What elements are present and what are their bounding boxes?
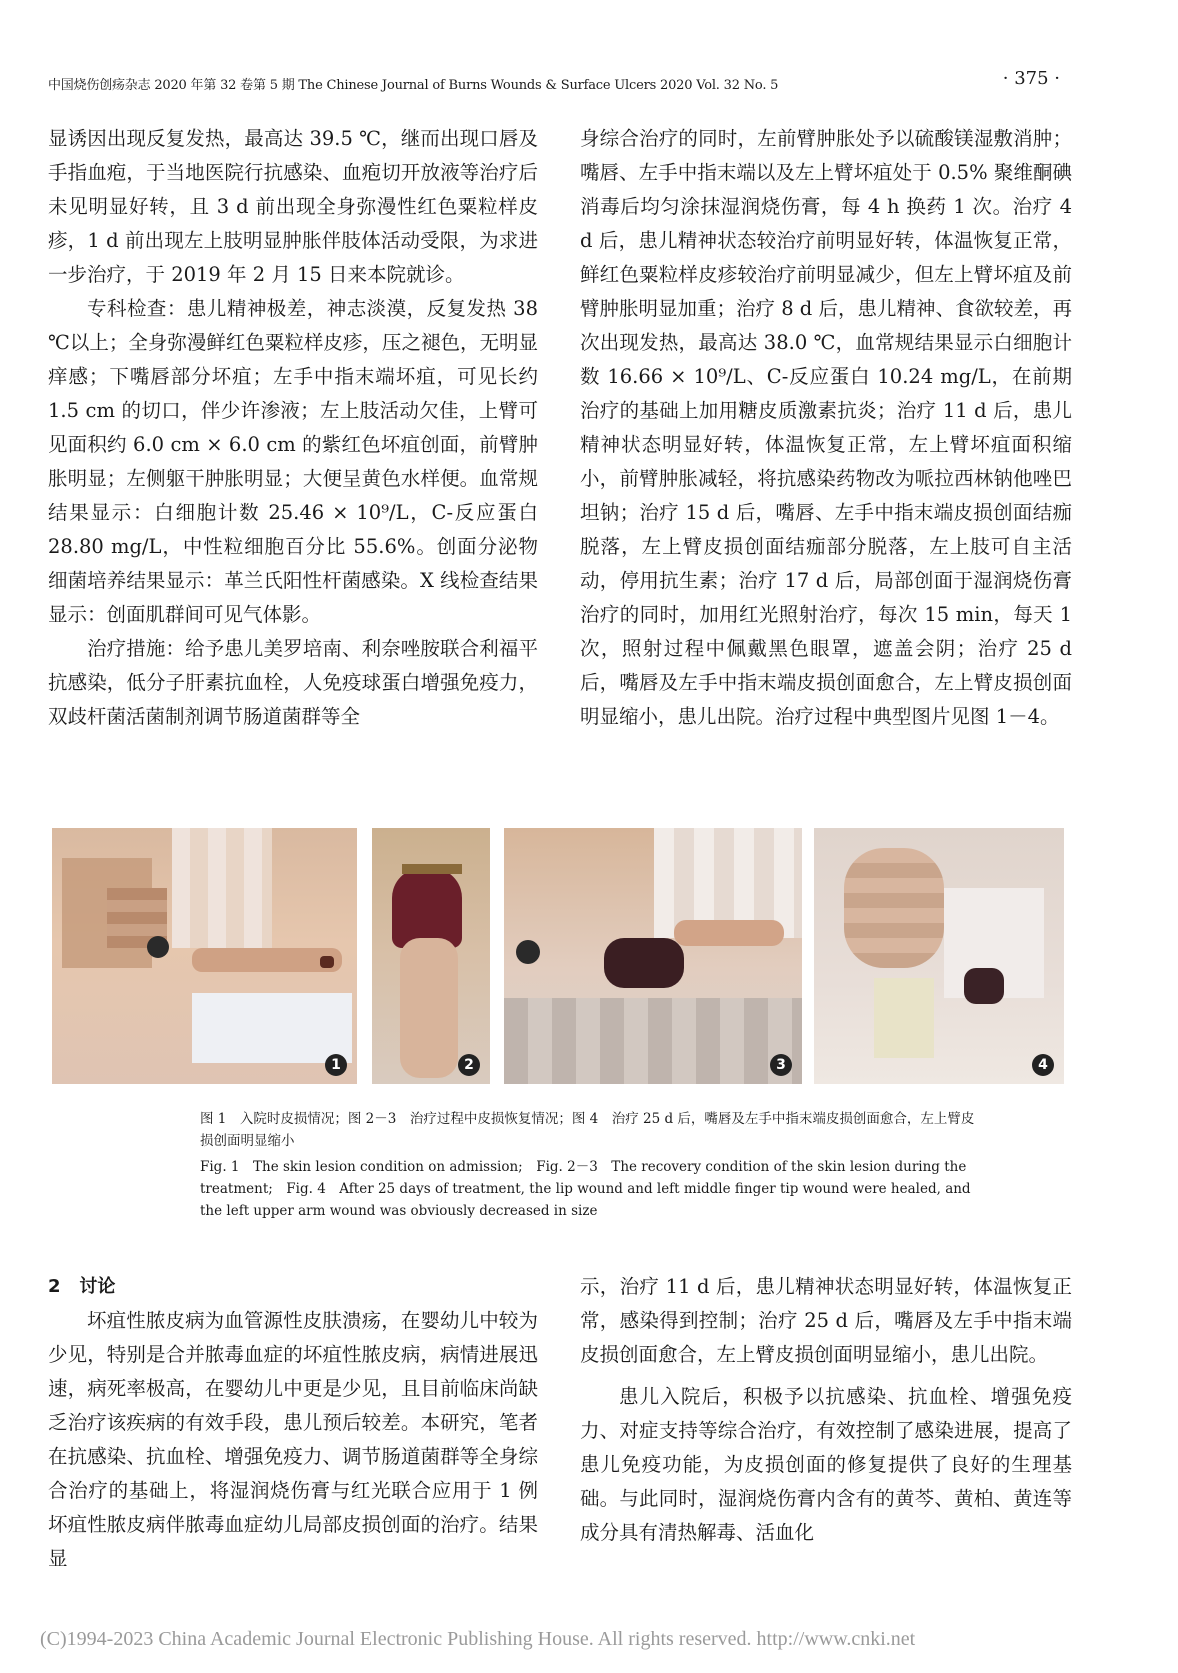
- photo-fig4: [814, 828, 1064, 1084]
- running-header: [48, 68, 1060, 96]
- figure-number-4: 4: [1032, 1054, 1054, 1076]
- column-top-left: [48, 122, 538, 734]
- paragraph: 治疗措施：给予患儿美罗培南、利奈唑胺联合利福平抗感染，低分子肝素抗血栓，人免疫球蛋白增强免疫力，双歧杆菌活菌制剂调节肠道菌群等全: [48, 637, 538, 728]
- caption-chinese: 图 1 入院时皮损情况；图 2－3 治疗过程中皮损恢复情况；图 4 治疗 25 d 后，嘴唇及左手中指末端皮损创面愈合，左上臂皮损创面明显缩小: [200, 1111, 975, 1149]
- copyright-footer: (C)1994-2023 China Academic Journal Electronic Publishing House. All rights reserved. http://www.cnki.net: [40, 1628, 916, 1650]
- photo-fig2: [372, 828, 490, 1084]
- column-top-right: [580, 122, 1072, 734]
- section-heading: [48, 1270, 538, 1304]
- paragraph: 坏疽性脓皮病为血管源性皮肤溃疡，在婴幼儿中较为少见，特别是合并脓毒血症的坏疽性脓皮病，病情进展迅速，病死率极高，在婴幼儿中更是少见，且目前临床尚缺乏治疗该疾病的有效手段，患儿预后较差。本研究，笔者在抗感染、抗血栓、增强免疫力、调节肠道菌群等全身综合治疗的基础上，将湿润烧伤膏与红光联合应用于 1 例坏疽性脓皮病伴脓毒血症幼儿局部皮损创面的治疗。结果显: [48, 1309, 538, 1570]
- photo-fig3: [504, 828, 802, 1084]
- caption-english: Fig. 1 The skin lesion condition on admission; Fig. 2－3 The recovery condition of the skin lesion during the treatment; Fig. 4 After 25 days of treatment, the lip wound and left middle finger tip wound were healed, and the left upper arm wound was obviously decreased in size: [200, 1159, 971, 1219]
- paragraph: 专科检查：患儿精神极差，神志淡漠，反复发热 38 ℃以上；全身弥漫鲜红色粟粒样皮疹，压之褪色，无明显痒感；下嘴唇部分坏疽；左手中指末端坏疽，可见长约 1.5 cm 的切口，伴少许渗液；左上肢活动欠佳，上臂可见面积约 6.0 cm × 6.0 cm 的紫红色坏疽创面，前臂肿胀明显；左侧躯干肿胀明显；大便呈黄色水样便。血常规结果显示：白细胞计数 25.46 × 10⁹/L，C-反应蛋白 28.80 mg/L，中性粒细胞百分比 55.6%。创面分泌物细菌培养结果显示：革兰氏阳性杆菌感染。X 线检查结果显示：创面肌群间可见气体影。: [48, 297, 538, 626]
- column-bottom-left: [48, 1270, 538, 1576]
- section-number: 2: [48, 1276, 61, 1297]
- page-number: · 375 ·: [1002, 68, 1060, 89]
- paragraph: 身综合治疗的同时，左前臂肿胀处予以硫酸镁湿敷消肿；嘴唇、左手中指末端以及左上臂坏疽处于 0.5% 聚维酮碘消毒后均匀涂抹湿润烧伤膏，每 4 h 换药 1 次。治疗 4 d 后，患儿精神状态较治疗前明显好转，体温恢复正常，鲜红色粟粒样皮疹较治疗前明显减少，但左上臂坏疽及前臂肿胀明显加重；治疗 8 d 后，患儿精神、食欲较差，再次出现发热，最高达 38.0 ℃，血常规结果显示白细胞计数 16.66 × 10⁹/L、C-反应蛋白 10.24 mg/L，在前期治疗的基础上加用糖皮质激素抗炎；治疗 11 d 后，患儿精神状态明显好转，体温恢复正常，左上臂坏疽面积缩小，前臂肿胀减轻，将抗感染药物改为哌拉西林钠他唑巴坦钠；治疗 15 d 后，嘴唇、左手中指末端皮损创面结痂脱落，左上臂皮损创面结痂部分脱落，左上肢可自主活动，停用抗生素；治疗 17 d 后，局部创面于湿润烧伤膏治疗的同时，加用红光照射治疗，每次 15 min，每天 1 次，照射过程中佩戴黑色眼罩，遮盖会阴；治疗 25 d 后，嘴唇及左手中指末端皮损创面愈合，左上臂皮损创面明显缩小，患儿出院。治疗过程中典型图片见图 1－4。: [580, 127, 1072, 728]
- figure-number-2: 2: [458, 1054, 480, 1076]
- figure-number-1: 1: [325, 1054, 347, 1076]
- figure-caption: [200, 1108, 980, 1222]
- section-title: 讨论: [79, 1276, 116, 1297]
- paragraph: 显诱因出现反复发热，最高达 39.5 ℃，继而出现口唇及手指血疱，于当地医院行抗感染、血疱切开放液等治疗后未见明显好转，且 3 d 前出现全身弥漫性红色粟粒样皮疹，1 d 前出现左上肢明显肿胀伴肢体活动受限，为求进一步治疗，于 2019 年 2 月 15 日来本院就诊。: [48, 127, 538, 286]
- photo-fig1: [52, 828, 357, 1084]
- paragraph: 示，治疗 11 d 后，患儿精神状态明显好转，体温恢复正常，感染得到控制；治疗 25 d 后，嘴唇及左手中指末端皮损创面愈合，左上臂皮损创面明显缩小，患儿出院。: [580, 1275, 1072, 1366]
- paragraph: 患儿入院后，积极予以抗感染、抗血栓、增强免疫力、对症支持等综合治疗，有效控制了感染进展，提高了患儿免疫功能，为皮损创面的修复提供了良好的生理基础。与此同时，湿润烧伤膏内含有的黄芩、黄柏、黄连等成分具有清热解毒、活血化: [580, 1385, 1072, 1544]
- figure-number-3: 3: [770, 1054, 792, 1076]
- figure-photos: [52, 828, 1064, 1084]
- column-bottom-right: [580, 1270, 1072, 1550]
- journal-header: 中国烧伤创疡杂志 2020 年第 32 卷第 5 期 The Chinese Journal of Burns Wounds & Surface Ulcers 2020 Vol. 32 No. 5: [48, 78, 779, 93]
